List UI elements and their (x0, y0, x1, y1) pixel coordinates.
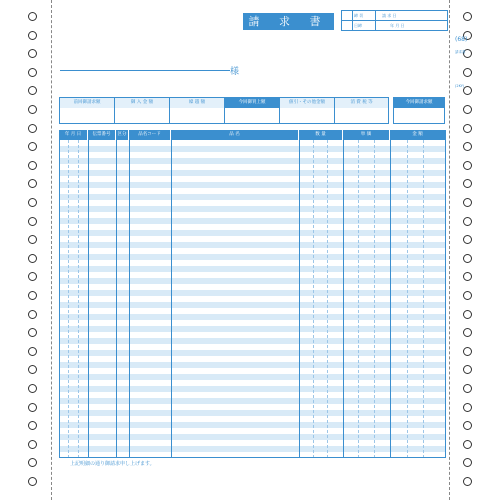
sprocket-hole (463, 421, 472, 430)
sprocket-hole (463, 328, 472, 337)
sprocket-hole (463, 235, 472, 244)
sprocket-hole (28, 12, 37, 21)
sprocket-hole (28, 68, 37, 77)
sprocket-hole (28, 105, 37, 114)
sprocket-hole (463, 365, 472, 374)
sprocket-hole (463, 142, 472, 151)
sprocket-hole (28, 272, 37, 281)
table-subdivider (313, 140, 314, 458)
closing-unit: 日締 (354, 23, 362, 28)
sprocket-hole (463, 86, 472, 95)
sprocket-hole (28, 142, 37, 151)
table-divider (171, 130, 172, 458)
summary-col-payment: 御 入 金 額 (115, 98, 170, 123)
sprocket-hole (28, 86, 37, 95)
summary-col-prev: 前回御請求額 (60, 98, 115, 123)
right-perforation (449, 0, 450, 500)
sprocket-hole (463, 198, 472, 207)
form-code-mark: (2KY) (455, 84, 465, 88)
sprocket-hole (28, 440, 37, 449)
sprocket-hole (463, 310, 472, 319)
table-border-left (59, 130, 60, 458)
recipient-line (60, 70, 230, 71)
sprocket-hole (463, 458, 472, 467)
sprocket-hole (463, 272, 472, 281)
form-number-mark: (68) (455, 36, 468, 43)
sprocket-hole (28, 198, 37, 207)
sprocket-hole (28, 31, 37, 40)
sprocket-hole (463, 179, 472, 188)
summary-total (393, 97, 445, 124)
sprocket-hole (463, 254, 472, 263)
sprocket-hole (28, 421, 37, 430)
table-border-right (445, 130, 446, 458)
left-perforation (51, 0, 52, 500)
sprocket-hole (28, 458, 37, 467)
table-divider (88, 130, 89, 458)
summary-col-discount: 値引・その他金額 (280, 98, 335, 123)
sprocket-hole (28, 403, 37, 412)
summary-table (59, 97, 389, 124)
sprocket-hole (463, 161, 472, 170)
table-subdivider (358, 140, 359, 458)
date-format: 年 月 日 (390, 23, 405, 28)
col-category: 区分 (116, 130, 129, 140)
sprocket-hole (463, 477, 472, 486)
col-date: 年 月 日 (59, 130, 88, 140)
sprocket-hole (463, 68, 472, 77)
table-subdivider (327, 140, 328, 458)
sprocket-hole (463, 291, 472, 300)
sprocket-hole (28, 328, 37, 337)
sprocket-hole (28, 124, 37, 133)
col-item-code: 品名コード (129, 130, 171, 140)
sprocket-hole (28, 347, 37, 356)
col-slip-no: 伝票番号 (88, 130, 116, 140)
sprocket-hole (463, 217, 472, 226)
table-border-bottom (59, 457, 445, 458)
closing-label: 締 切 (354, 13, 364, 18)
summary-col-tax: 消 費 税 等 (335, 98, 388, 123)
billing-date-label: 請 求 日 (382, 13, 397, 18)
table-divider (390, 130, 391, 458)
sprocket-hole (463, 124, 472, 133)
form-name-mark: 請求書 (455, 50, 466, 54)
sprocket-hole (28, 161, 37, 170)
table-subdivider (78, 140, 79, 458)
sprocket-hole (463, 403, 472, 412)
summary-col-purchase: 今回御買上額 (225, 98, 280, 123)
document-title: 請 求 書 (243, 13, 334, 30)
table-subdivider (407, 140, 408, 458)
sprocket-hole (28, 217, 37, 226)
footer-note: 上記明細の通り御請求申し上げます。 (70, 461, 155, 467)
sprocket-hole (463, 105, 472, 114)
recipient-suffix: 様 (230, 67, 240, 77)
col-unit-price: 単 価 (343, 130, 390, 140)
sprocket-hole (463, 347, 472, 356)
sprocket-hole (463, 384, 472, 393)
sprocket-hole (28, 310, 37, 319)
col-quantity: 数 量 (299, 130, 343, 140)
number-date-box (341, 10, 448, 31)
sprocket-hole (28, 254, 37, 263)
sprocket-hole (463, 440, 472, 449)
sprocket-hole (28, 477, 37, 486)
table-divider (343, 130, 344, 458)
col-item-name: 品 名 (171, 130, 299, 140)
col-amount: 金 額 (412, 132, 423, 137)
table-divider (129, 130, 130, 458)
table-subdivider (68, 140, 69, 458)
sprocket-hole (463, 12, 472, 21)
table-subdivider (374, 140, 375, 458)
table-divider (299, 130, 300, 458)
summary-total-label: 今回御請求額 (394, 98, 444, 108)
sprocket-hole (28, 235, 37, 244)
summary-col-carryover: 繰 越 額 (170, 98, 225, 123)
table-subdivider (423, 140, 424, 458)
table-divider (116, 130, 117, 458)
sprocket-hole (28, 384, 37, 393)
sprocket-hole (28, 49, 37, 58)
sprocket-hole (28, 179, 37, 188)
sprocket-hole (28, 365, 37, 374)
sprocket-hole (28, 291, 37, 300)
